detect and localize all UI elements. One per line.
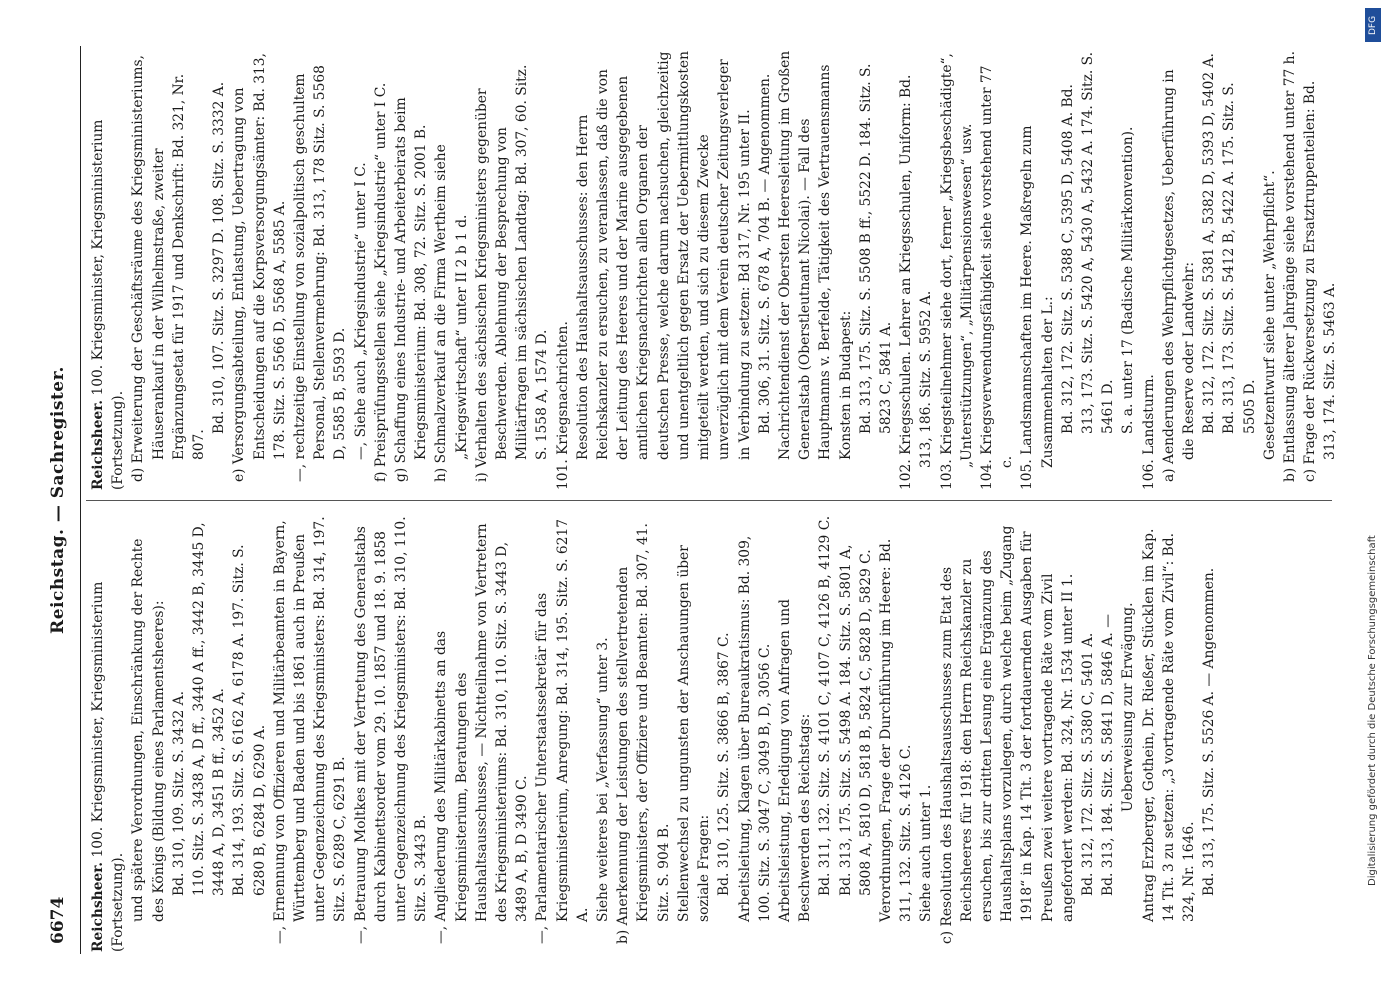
entry-line: Antrag Erzberger, Gothein, Dr. Rießer, Stücklen im Kap. 14 Tit. 3 zu setzen: „3 vortragende Räte vom Zivil“: Bd. 324, Nr. 1646. xyxy=(1140,528,1197,922)
entry-line: Siehe auch unter 1. xyxy=(918,784,935,922)
entry-line: Bd. 311, 132. Sitz. S. 4101 C, 4107 C, 4126 B, 4129 C. xyxy=(817,515,834,896)
entry-line: Bd. 310, 107. Sitz. S. 3297 D. 108. Sitz. S. 3332 A. xyxy=(211,81,228,434)
entry-line: a) Aenderungen des Wehrpflichtgesetzes, Ueberführung in die Reserve oder Landwehr: xyxy=(1160,69,1197,482)
entry-line: b) Anerkennung der Leistungen des stellvertretenden Kriegsministers, der Offiziere und Beamten: Bd. 307, 41. Sitz. S. 904 B. xyxy=(615,523,672,944)
entry-line: d) Erweiterung der Geschäftsräume des Kriegsministeriums, Häuserankauf in der Wilhelmstraße, zweiter Ergänzungsetat für 1917 und Denkschrift: Bd. 321, Nr. 807. xyxy=(130,55,208,482)
entry-line: —, rechtzeitige Einstellung von sozialpolitisch geschultem Personal, Stellenvermehrung: Bd. 313, 178 Sitz. S. 5568 D, 5585 B, 5593 D. xyxy=(292,65,349,482)
entry-line: Bd. 306, 31. Sitz. S. 678 A, 704 B. — Angenommen. xyxy=(756,73,773,434)
entry-line: Siehe weiteres bei „Verfassung“ unter 3. xyxy=(595,637,612,922)
entry-line: f) Preisprüfungsstellen siehe „Kriegsindustrie“ unter I C. xyxy=(372,82,389,482)
entry-line: —, Ernennung von Offizieren und Militärbeamten in Bayern, Württemberg und Baden und bis 1861 auch in Preußen unter Gegenzeichnung des Kriegsministers: Bd. 314, 197. Sitz. S. 6289 C, 6291 B. xyxy=(271,516,349,944)
entry-line: Resolution des Haushaltsausschusses: den Herrn Reichskanzler zu ersuchen, zu veranlassen, daß die von der Leitung des Heeres und der Marine ausgegebenen amtlichen Kriegsnachrichten allen Organen der deutschen Presse, welche darum nachsuchen, gleichzeitig und unentgeltlich gegen Ersatz der Uebermittlungskosten mitgeteilt werden, und sich zu diesem Zwecke unverzüglich mit dem Verein deutscher Zeitungsverleger in Verbindung zu setzen: Bd 317, Nr. 195 unter II. xyxy=(574,51,753,460)
entry-line: b) Entlassung älterer Jahrgänge siehe vorstehend unter 77 h. xyxy=(1281,51,1298,482)
entry-line: g) Schaffung eines Industrie- und Arbeiterbeirats beim Kriegsministerium: Bd. 308, 72. Sitz. S. 2001 B. xyxy=(393,97,430,482)
entry-line: 106. Landsturm. xyxy=(1140,374,1157,490)
rotated-page xyxy=(40,42,1340,958)
entry-line: i) Verhalten des sächsischen Kriegsministers gegenüber Beschwerden. Ablehnung der Besprechung von Militärfragen im sächsischen Landtag: Bd. 307, 60. Sitz. S. 1558 A, 1574 D. xyxy=(473,64,551,482)
entry-line: —, Betrauung Moltkes mit der Vertretung des Generalstabs durch Kabinettsorder vom 29. 10. 1857 und 18. 9. 1858 unter Gegenzeichnung des Kriegsministers: Bd. 310, 110. Sitz. S. 3443 B. xyxy=(352,516,430,944)
entry-line: Bd. 313, 175. Sitz. S. 5498 A. 184. Sitz. S. 5801 A, 5808 A, 5810 D, 5818 B, 5824 C, 5828 D, 5829 C. xyxy=(837,544,874,896)
entry-line: Bd. 313, 175. Sitz. S. 5508 B ff., 5522 D. 184. Sitz. S. 5823 C, 5841 A. xyxy=(857,63,894,434)
header-rule xyxy=(80,46,81,954)
entry-line: Bd. 310, 125. Sitz. S. 3866 B, 3867 C. xyxy=(716,632,733,896)
entry-line: Stellenwechsel zu ungunsten der Anschauungen über soziale Fragen: xyxy=(675,545,713,922)
entry-line: S. a. unter 17 (Badische Militärkonvention). xyxy=(1120,126,1137,434)
entry-line: Bd. 313, 173. Sitz. S. 5412 B, 5422 A. 175. Sitz. S. 5505 D. xyxy=(1221,82,1258,434)
entry-line: —, Angliederung des Militärkabinetts an das Kriegsministerium, Beratungen des Haushaltsausschusses, — Nichtteilnahme von Vertretern des Kriegsministeriums: Bd. 310, 110. Sitz. S. 3443 D, 3489 A, B, D 3490 C. xyxy=(433,523,531,944)
page-number: 6674 xyxy=(48,896,68,944)
right-column xyxy=(88,50,1339,490)
entry-line: Arbeitsleitung, Klagen über Bureaukratismus: Bd. 309, 100. Sitz. S. 3047 C, 3049 B, D, 3056 C. xyxy=(736,535,773,922)
entry-line: 110. Sitz. S. 3438 A, D ff., 3440 A ff., 3442 B, 3445 D, 3448 A, D, 3451 B ff., 3452 A. xyxy=(191,522,228,896)
entry-line: —, Parlamentarischer Unterstaatssekretär für das Kriegsministerium, Anregung: Bd. 314, 195. Sitz. S. 6217 A. xyxy=(534,518,591,944)
page-title: Reichstag. — Sachregister. xyxy=(48,366,68,634)
entry-line: Bd. 312, 172. Sitz. S. 5380 C, 5401 A. xyxy=(1079,632,1096,896)
left-column xyxy=(88,512,1328,952)
entry-line: und spätere Verordnungen, Einschränkung der Rechte des Königs (Bildung eines Parlamentsheeres): xyxy=(130,538,167,922)
right-column-heading xyxy=(88,50,128,490)
entry-line: Ueberweisung zur Erwägung. xyxy=(1120,602,1137,812)
entry-line: 105. Landsmannschaften im Heere. Maßregeln zum Zusammenhalten der L.: xyxy=(1019,125,1056,490)
entry-line: Arbeitsleistung, Erledigung von Anfragen und Beschwerden des Reichstags: xyxy=(776,599,814,922)
entry-line: —, Siehe auch „Kriegsindustrie“ unter I C. xyxy=(352,162,369,460)
entry-line: Bd. 310, 109. Sitz. S. 3432 A. xyxy=(170,691,187,896)
right-heading-text: 100. Kriegsminister, Kriegsministerium (Fortsetzung). xyxy=(90,119,127,490)
entry-line: Gesetzentwurf siehe unter „Wehrpflicht“. xyxy=(1261,170,1278,460)
entry-line: Bd. 312, 172. Sitz. S. 5388 C, 5395 D, 5408 A. Bd. 313, 173. Sitz. S. 5420 A, 5430 A, 5432 A. 174. Sitz. S. 5461 D. xyxy=(1059,52,1117,434)
entry-line: Bd. 312, 172. Sitz. S. 5381 A, 5382 D, 5393 D, 5402 A. xyxy=(1201,53,1218,434)
entry-line: h) Schmalzverkauf an die Firma Wertheim siehe „Kriegswirtschaft“ unter II 2 b 1 d. xyxy=(433,144,470,482)
left-heading-text: 100. Kriegsminister, Kriegsministerium (Fortsetzung). xyxy=(90,581,127,952)
entry-line: c) Frage der Rückversetzung zu Ersatztruppenteilen: Bd. 313, 174. Sitz. S. 5463 A. xyxy=(1302,80,1339,482)
digitization-credit: Digitalisierung gefördert durch die Deutsche Forschungsgemeinschaft xyxy=(1367,535,1378,886)
left-heading-bold: Reichsheer. xyxy=(90,861,106,952)
entry-line: Bd. 313, 175. Sitz. S. 5526 A. — Angenommen. xyxy=(1201,567,1218,896)
dfg-logo: DFG xyxy=(1365,8,1381,42)
page-header xyxy=(48,42,74,958)
entry-line: 102. Kriegsschulen. Lehrer an Kriegsschulen, Uniform: Bd. 313, 186. Sitz. S. 5952 A. xyxy=(898,74,935,490)
entry-line: Nachrichtendienst der Obersten Heeresleitung im Großen Generalstab (Oberstleutnant Nicolai). — Fall des Hauptmanns v. Berfelde, Tätigkeit des Vertrauensmanns Konsten in Budapest: xyxy=(776,50,854,460)
entry-line: 104. Kriegsverwendungsfähigkeit siehe vorstehend unter 77 c. xyxy=(978,65,1016,490)
entry-line: Bd. 314, 193. Sitz. S. 6162 A, 6178 A. 197. Sitz. S. 6280 B, 6284 D, 6290 A. xyxy=(231,544,268,896)
entry-line: 103. Kriegsteilnehmer siehe dort, ferner „Kriegsbeschädigte“, „Unterstützungen“, „Militärpensionswesen“ usw. xyxy=(938,53,975,490)
entry-line: 101. Kriegsnachrichten. xyxy=(554,321,571,490)
column-divider xyxy=(86,500,1332,501)
entry-line: Verordnungen, Frage der Durchführung im Heere: Bd. 311, 132. Sitz. S. 4126 C. xyxy=(877,538,915,922)
entry-line: e) Versorgungsabteilung, Entlastung, Uebertragung von Entscheidungen auf die Korpsversorgungsämter: Bd. 313, 178. Sitz. S. 5566 D, 5568 A, 5585 A. xyxy=(231,53,288,482)
right-heading-bold: Reichsheer. xyxy=(90,399,106,490)
entry-line: Bd. 313, 184. Sitz. S. 5841 D, 5846 A. — xyxy=(1100,613,1117,896)
left-column-heading xyxy=(88,512,128,952)
entry-line: c) Resolution des Haushaltsausschusses zum Etat des Reichsheeres für 1918: den Herrn Reichskanzler zu ersuchen, bis zur dritten Lesung eine Ergänzung des Haushaltsplans vorzulegen, durch welche beim „Zugang 1918“ in Kap. 14 Tit. 3 der fortdauernden Ausgaben für Preußen zwei weitere vortragende Räte vom Zivil angefordert werden: Bd. 324, Nr. 1534 unter II 1. xyxy=(938,525,1076,944)
